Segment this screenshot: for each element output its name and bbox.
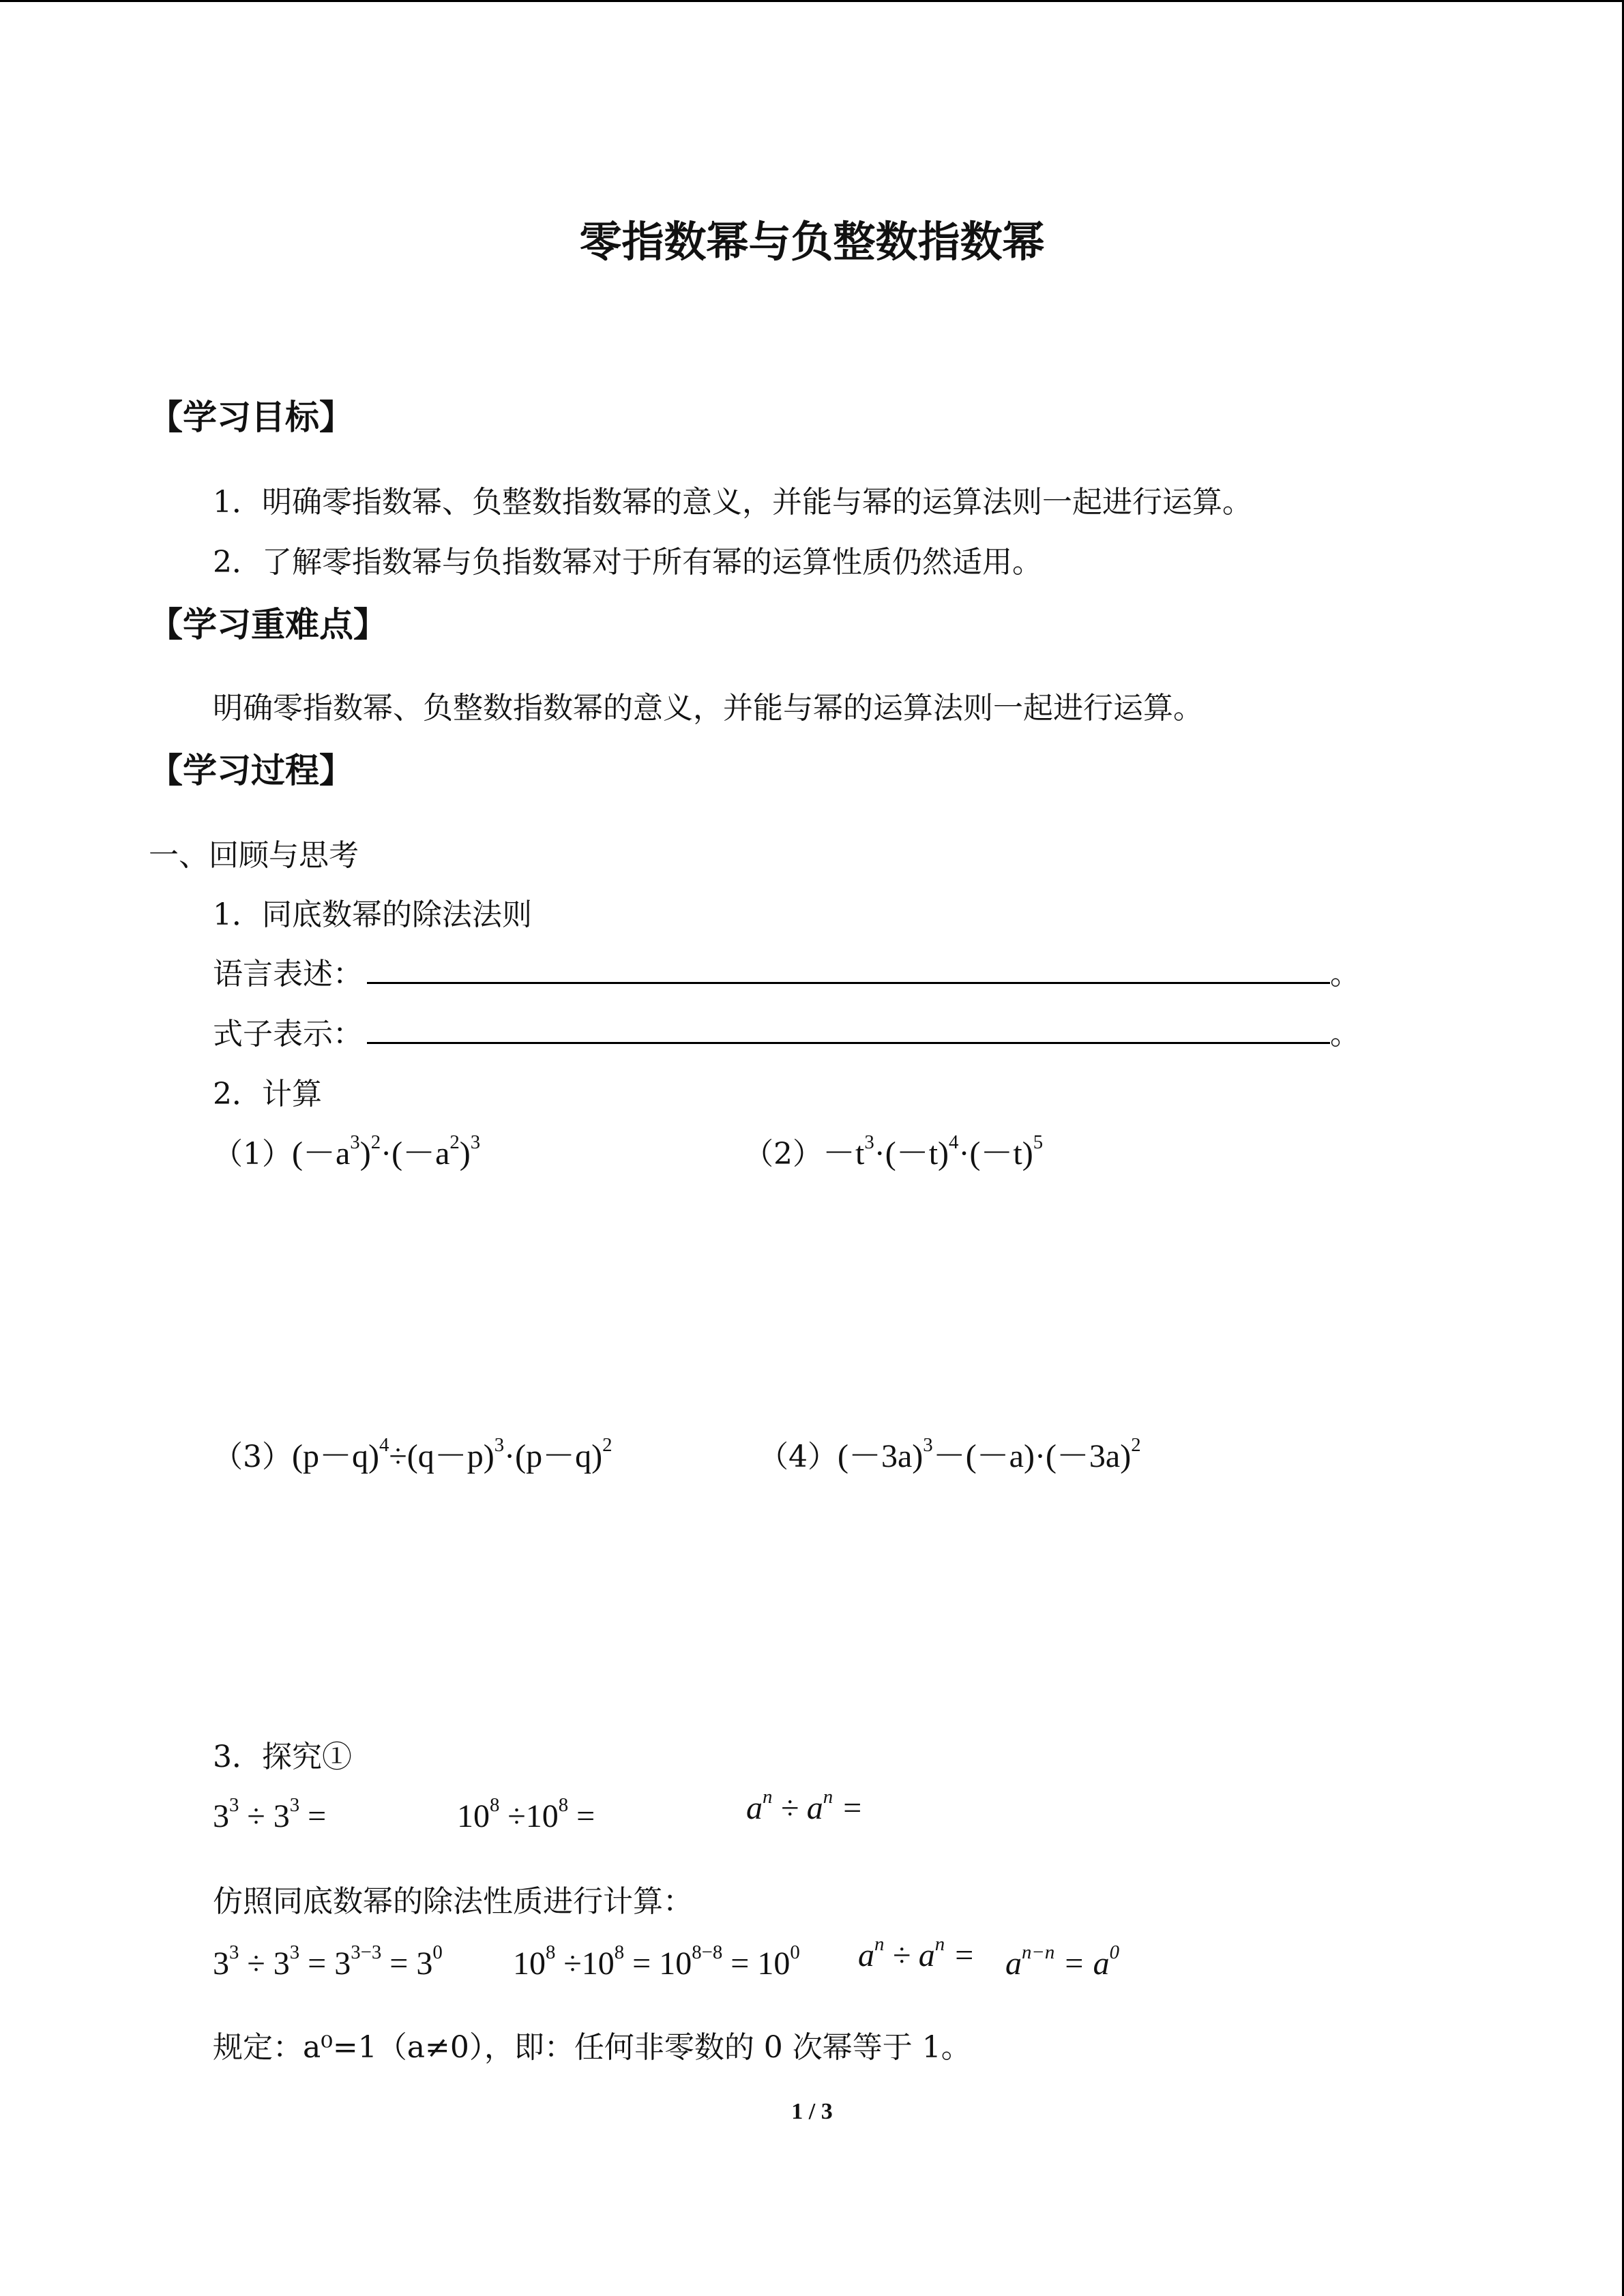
explore-title: 3．探究① [213, 1740, 352, 1774]
verbal-statement-row [213, 949, 1360, 993]
formula-answer-blank[interactable] [367, 1012, 1330, 1044]
page-title: 零指数幂与负整数指数幂 [579, 217, 1045, 267]
explore-expr-a: $a^n \div a^n$ = [746, 1785, 863, 1826]
problem-1-label: （1） [213, 1137, 292, 1172]
computation-3: $3^3 \div 3^3 = 3^{3-3} = 3^0$ [213, 1941, 443, 1982]
review-item-2: 2．计算 [213, 1077, 322, 1112]
computation-10: $10^8 \div 10^8 = 10^{8-8} = 10^0$ [513, 1941, 800, 1982]
problem-2-expression: $-t^3\cdot(-t)^4\cdot(-t)^5$ [823, 1131, 1044, 1172]
formula-statement-row [213, 1009, 1360, 1053]
process-heading: 【学习过程】 [149, 751, 353, 790]
problem-2 [743, 1127, 1043, 1174]
computation-a-left: $a^n \div a^n$ = [858, 1933, 975, 1973]
objective-2: 2．了解零指数幂与负指数幂对于所有幂的运算性质仍然适用。 [213, 545, 1042, 580]
problem-1 [213, 1127, 480, 1174]
page-border-top [0, 0, 1624, 2]
verbal-answer-blank[interactable] [367, 952, 1330, 984]
key-points-heading: 【学习重难点】 [149, 605, 387, 644]
review-item-1: 1．同底数幂的除法法则 [213, 897, 532, 932]
objectives-heading: 【学习目标】 [149, 398, 353, 437]
verbal-period: 。 [1330, 957, 1360, 992]
problem-1-expression: $(-a^3)^2\cdot(-a^2)^3$ [292, 1131, 481, 1172]
problem-4 [758, 1429, 1141, 1476]
problem-3 [213, 1429, 612, 1476]
problem-3-expression: $(p-q)^4\div(q-p)^3\cdot(p-q)^2$ [292, 1433, 612, 1474]
problem-2-label: （2） [743, 1137, 823, 1172]
objective-1: 1．明确零指数幂、负整数指数幂的意义，并能与幂的运算法则一起进行运算。 [213, 485, 1252, 520]
formula-period: 。 [1330, 1017, 1360, 1052]
rule-text: 规定：a⁰=1（a≠0），即：任何非零数的 0 次幂等于 1。 [213, 2030, 971, 2065]
imitate-text: 仿照同底数幂的除法性质进行计算： [213, 1884, 693, 1919]
explore-expr-3: $3^3 \div 3^3$ = [213, 1793, 327, 1834]
page-number: 1 / 3 [791, 2099, 833, 2124]
explore-expr-10: $10^8 \div 10^8$ = [457, 1793, 595, 1834]
formula-label: 式子表示： [213, 1017, 363, 1052]
problem-4-label: （4） [758, 1440, 838, 1474]
key-points-text: 明确零指数幂、负整数指数幂的意义，并能与幂的运算法则一起进行运算。 [213, 691, 1203, 726]
verbal-label: 语言表述： [213, 957, 363, 992]
problem-3-label: （3） [213, 1440, 292, 1474]
review-title: 一、回顾与思考 [149, 838, 359, 873]
computation-a-right: $a^{n-n} = a^0$ [1005, 1941, 1120, 1982]
problem-4-expression: $(-3a)^3-(-a)\cdot(-3a)^2$ [838, 1433, 1141, 1474]
